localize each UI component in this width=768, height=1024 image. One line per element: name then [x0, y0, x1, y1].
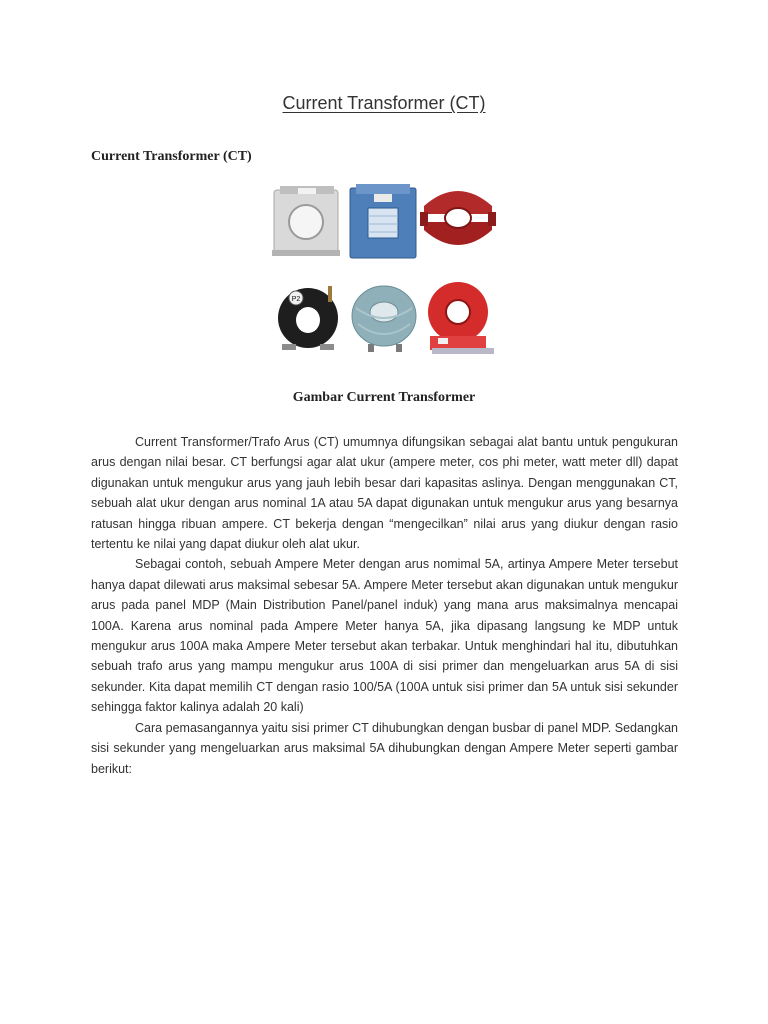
figure-caption: Gambar Current Transformer: [292, 390, 476, 405]
ct-tag-label: P2: [291, 296, 301, 303]
section-heading: Current Transformer (CT): [91, 149, 252, 164]
current-transformer-figure: [268, 178, 500, 362]
document-title: Current Transformer (CT): [282, 93, 486, 113]
ct-red-round-image: [428, 282, 494, 354]
paragraph: Cara pemasangannya yaitu sisi primer CT dihubungkan dengan busbar di panel MDP. Sedangkan sisi sekunder yang mengeluarkan arus maksimal 5A dihubungkan dengan Ampere Meter seperti gambar berikut:: [91, 720, 678, 776]
ct-black-toroid-image: [278, 286, 338, 350]
paragraph: Sebagai contoh, sebuah Ampere Meter dengan arus nomimal 5A, artinya Ampere Meter tersebut hanya dapat dilewati arus maksimal sebesar 5A. Ampere Meter tersebut akan digunakan untuk mengukur arus pada panel MDP (Main Distribution Panel/panel induk) yang mana arus maksimalnya mencapai 100A. Karena arus nominal pada Ampere Meter hanya 5A, jika dipasang langsung ke MDP untuk mengukur arus 100A maka Ampere Meter tersebut akan terbakar. Untuk menghindari hal itu, dibutuhkan sebuah trafo arus yang mampu mengukur arus 100A di sisi primer dan mengeluarkan arus 5A di sisi sekunder. Kita dapat memilih CT dengan rasio 100/5A (100A untuk sisi primer dan 5A untuk sisi sekunder sehingga faktor kalinya adalah 20 kali): [91, 557, 678, 715]
paragraph: Current Transformer/Trafo Arus (CT) umumnya difungsikan sebagai alat bantu untuk pengukuran arus dengan nilai besar. CT berfungsi agar alat ukur (ampere meter, cos phi meter, watt meter dll) dapat digunakan untuk mengukur arus yang jauh lebih besar dari kapasitas aslinya. Dengan menggunakan CT, sebuah alat ukur dengan arus nominal 1A atau 5A dapat digunakan untuk mengukur arus yang besarnya ratusan hingga ribuan ampere. CT bekerja dengan “mengecilkan” nilai arus yang diukur dengan rasio tertentu ke nilai yang dapat diukur oleh alat ukur.: [91, 435, 678, 552]
ct-taped-toroid-image: [352, 286, 416, 352]
ct-blue-block-image: [350, 184, 416, 258]
ct-white-block-image: [272, 186, 340, 256]
body-text: [91, 432, 678, 779]
ct-red-split-core-image: [420, 191, 496, 245]
